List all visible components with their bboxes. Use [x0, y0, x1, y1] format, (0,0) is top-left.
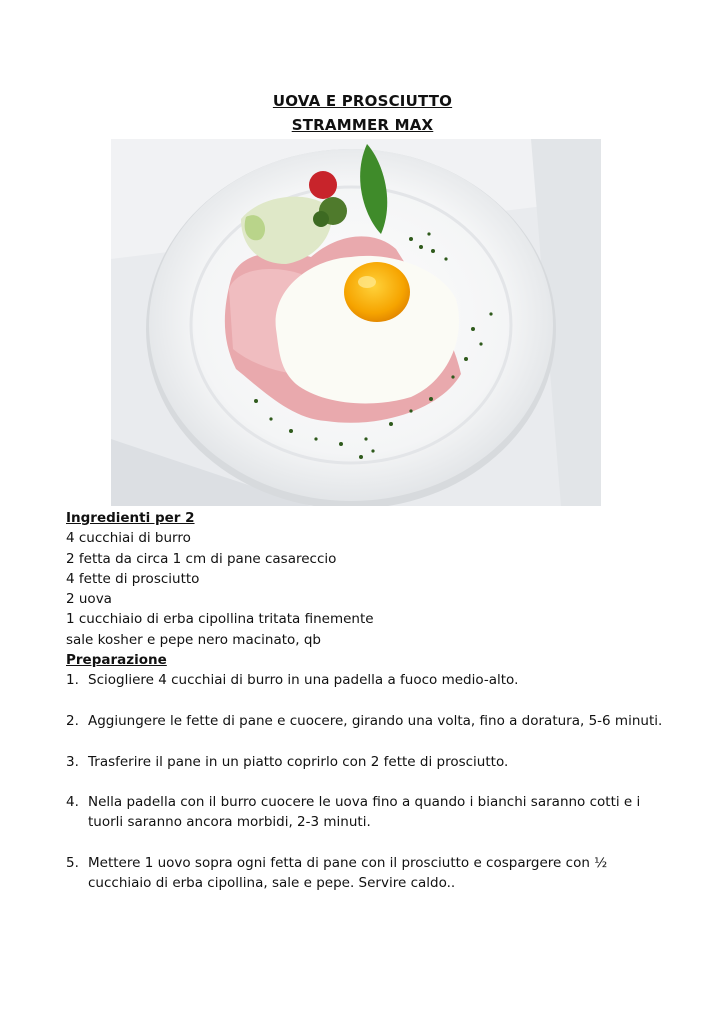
preparation-step	[66, 752, 666, 772]
preparation-step	[66, 853, 666, 894]
preparation-step	[66, 670, 666, 690]
step-text: Trasferire il pane in un piatto coprirlo con 2 fette di prosciutto.	[88, 753, 509, 770]
step-number: 2.	[66, 712, 79, 729]
recipe-text	[66, 508, 666, 914]
step-number: 1.	[66, 672, 79, 689]
recipe-title: UOVA E PROSCIUTTO	[272, 92, 453, 110]
preparation-steps	[66, 670, 666, 893]
dish-photo	[111, 139, 601, 506]
ingredient-item: 4 cucchiai di burro	[66, 530, 191, 547]
step-text: Nella padella con il burro cuocere le uova fino a quando i bianchi saranno cotti e i tuorli saranno ancora morbidi, 2-3 minuti.	[88, 794, 641, 831]
ingredient-item: 2 fetta da circa 1 cm di pane casareccio	[66, 550, 337, 567]
recipe-subtitle: STRAMMER MAX	[291, 116, 434, 134]
ingredient-item: 1 cucchiaio di erba cipollina tritata finemente	[66, 611, 374, 628]
step-number: 3.	[66, 753, 79, 770]
step-text: Mettere 1 uovo sopra ogni fetta di pane con il prosciutto e cospargere con ½ cucchiaio di erba cipollina, sale e pepe. Servire caldo..	[88, 855, 608, 892]
preparation-heading: Preparazione	[66, 652, 167, 669]
step-text: Sciogliere 4 cucchiai di burro in una padella a fuoco medio-alto.	[88, 672, 519, 689]
ingredient-item: 4 fette di prosciutto	[66, 570, 200, 587]
ingredient-item: sale kosher e pepe nero macinato, qb	[66, 631, 321, 648]
ingredient-item: 2 uova	[66, 591, 112, 608]
ingredients-heading: Ingredienti per 2	[66, 510, 195, 526]
step-text: Aggiungere le fette di pane e cuocere, girando una volta, fino a doratura, 5-6 minuti.	[88, 712, 663, 729]
preparation-step	[66, 792, 666, 833]
step-number: 5.	[66, 855, 79, 872]
preparation-step	[66, 711, 666, 731]
step-number: 4.	[66, 794, 79, 811]
